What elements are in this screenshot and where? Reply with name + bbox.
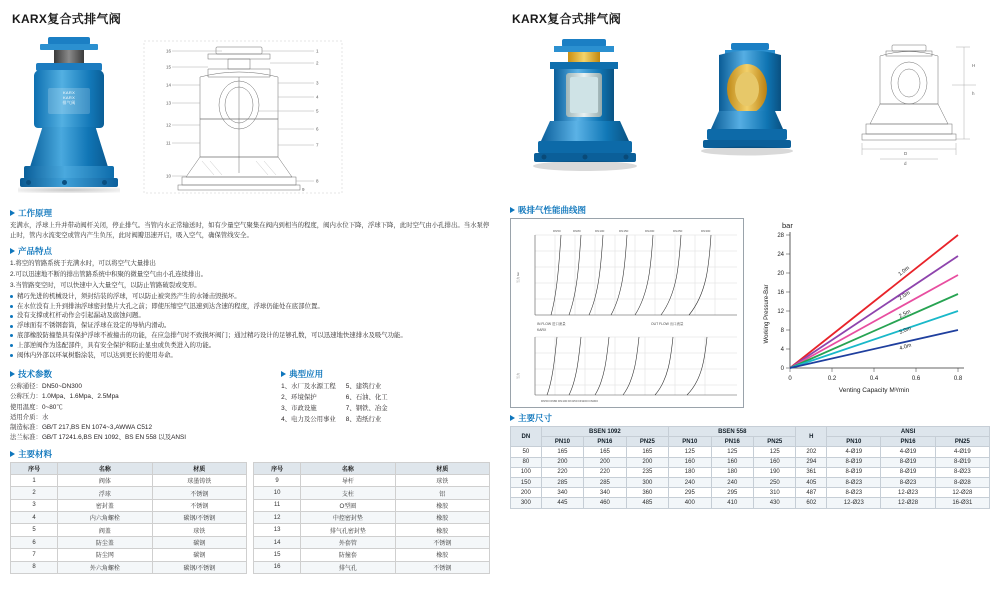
cell: 8-Ø19 (827, 457, 881, 467)
svg-text:7: 7 (316, 142, 319, 148)
application-item: 5、建筑行业 (345, 383, 382, 391)
cell: 50 (511, 447, 542, 457)
cell: 8-Ø23 (935, 467, 989, 477)
cell: 125 (711, 447, 753, 457)
svg-text:16: 16 (166, 48, 172, 54)
cell: 180 (669, 467, 711, 477)
svg-text:3.0m: 3.0m (898, 325, 913, 336)
cell: 橡胶 (395, 524, 489, 536)
svg-text:0.2: 0.2 (827, 376, 837, 382)
cell: 8-Ø28 (935, 477, 989, 487)
cell: 橡胶 (395, 549, 489, 561)
cell: 10 (254, 487, 301, 499)
sub-header: PN10 (827, 437, 881, 447)
table-row (254, 561, 490, 573)
application-item: 4、电力及公用事业 (281, 415, 336, 423)
cell: 240 (669, 477, 711, 487)
svg-text:0.4: 0.4 (869, 376, 879, 382)
svg-text:2.0m: 2.0m (897, 290, 912, 302)
triangle-icon (281, 371, 286, 377)
cell: 支柱 (301, 487, 395, 499)
sub-header: PN25 (754, 437, 796, 447)
cell: 中控密封垫 (301, 512, 395, 524)
cell: 球铁 (395, 474, 489, 486)
cell: 碳钢/不锈钢 (152, 512, 246, 524)
col-header-dn: DN (511, 427, 542, 447)
params-list (10, 382, 271, 444)
table-row (11, 549, 247, 561)
param-line: 公称通径：DN50~DN300 (10, 383, 82, 391)
cell: 5 (11, 524, 58, 536)
section-label: 技术参数 (18, 369, 53, 380)
table-row (254, 474, 490, 486)
cell: 橡胶 (395, 512, 489, 524)
svg-text:DN100: DN100 (595, 229, 605, 233)
cell: 9 (254, 474, 301, 486)
cell: 不锈钢 (395, 561, 489, 573)
cell: 4-Ø19 (827, 447, 881, 457)
right-column (500, 0, 1000, 592)
cell: 125 (669, 447, 711, 457)
cell: 16-Ø31 (935, 498, 989, 508)
cell: 12-Ø23 (881, 488, 935, 498)
svg-text:9: 9 (302, 187, 305, 192)
cell: 1 (11, 474, 58, 486)
triangle-icon (510, 415, 515, 421)
cell: 8-Ø19 (881, 467, 935, 477)
svg-text:20: 20 (777, 271, 784, 277)
svg-text:8: 8 (316, 178, 319, 184)
cell: 235 (626, 467, 668, 477)
svg-text:4.0m: 4.0m (898, 342, 913, 352)
sub-header: PN25 (626, 437, 668, 447)
cell: 150 (511, 477, 542, 487)
col-header-bsen1092: BSEN 1092 (541, 427, 668, 437)
cell: 220 (541, 467, 583, 477)
cell: 8-Ø19 (881, 457, 935, 467)
section-label: 主要尺寸 (518, 413, 553, 423)
cell: 200 (626, 457, 668, 467)
svg-text:11: 11 (166, 140, 171, 146)
feature-line: 2.可以迅速地不断的排出管路系统中积聚的微量空气由小孔连续排出。 (10, 270, 208, 278)
applications-col-2 (346, 382, 388, 426)
section-params-heading (10, 368, 271, 380)
table-row (11, 499, 247, 511)
svg-text:DN80: DN80 (573, 229, 581, 233)
svg-text:压力 bar: 压力 bar (516, 271, 520, 283)
table-row (11, 474, 247, 486)
cell: 410 (711, 498, 753, 508)
application-item: 3、市政设施 (281, 404, 317, 412)
table-row (11, 536, 247, 548)
cutaway-images (510, 33, 990, 200)
cell: 460 (584, 498, 626, 508)
sub-header: PN16 (711, 437, 753, 447)
section-label: 主要材料 (18, 448, 53, 459)
cell: 导杆 (301, 474, 395, 486)
feature-bullet: 上部逆阀作为选配部件，具有安全保护和防止显虫或负类进入的功能。 (10, 341, 490, 351)
param-line: 法兰标准：GB/T 17241.6,BS EN 1092、BS EN 558 以及ANSI (10, 434, 187, 442)
technical-drawing (136, 33, 351, 203)
cell: 16 (254, 561, 301, 573)
cell: 8 (11, 561, 58, 573)
table-row (11, 561, 247, 573)
cell: 12-Ø23 (827, 498, 881, 508)
cell: 防尘盖 (58, 536, 152, 548)
cell: 8-Ø19 (827, 467, 881, 477)
svg-text:0.8: 0.8 (953, 376, 963, 382)
section-label: 典型应用 (289, 369, 324, 380)
svg-text:2.5m: 2.5m (898, 308, 912, 320)
cell: 602 (796, 498, 827, 508)
cell: 125 (754, 447, 796, 457)
cell: 排气孔 (301, 561, 395, 573)
cell: 14 (254, 536, 301, 548)
cell: 487 (796, 488, 827, 498)
svg-text:1: 1 (316, 48, 319, 54)
svg-text:12: 12 (166, 122, 172, 128)
cell: 外套管 (301, 536, 395, 548)
svg-text:d: d (904, 161, 907, 166)
svg-text:6: 6 (316, 126, 319, 132)
table-row (254, 512, 490, 524)
cell: 12 (254, 512, 301, 524)
dimensions-table (510, 426, 990, 509)
cell: 165 (584, 447, 626, 457)
table-row (511, 467, 990, 477)
cell: 8-Ø23 (881, 477, 935, 487)
col-header: 名称 (58, 462, 152, 474)
principle-text: 充满水，浮球上升并带动阀杆关闭，停止排气。当管内水正常输送时，如有少量空气聚集在阀内到相当的程度，阀内水位下降，浮球下降，此时空气由小孔排出。当水泵停止时，管内水流变空或管内产生负压，此时阀瓣迅速开启，吸入空气，确保管线安全。 (10, 222, 490, 239)
col-header: 名称 (301, 462, 395, 474)
param-line: 公称压力：1.0Mpa、1.6Mpa、2.5Mpa (10, 393, 119, 401)
cell: 485 (626, 498, 668, 508)
cell: 7 (11, 549, 58, 561)
features-bullets (10, 292, 490, 361)
section-label: 工作原理 (18, 208, 53, 218)
svg-text:0.6: 0.6 (911, 376, 921, 382)
table-row (511, 477, 990, 487)
cell: 180 (711, 467, 753, 477)
table-header-row (511, 427, 990, 437)
feature-line: 3.当管路变空时，可以快速中入大量空气，以防止管路破裂或变形。 (10, 281, 201, 289)
triangle-icon (10, 451, 15, 457)
svg-text:D: D (904, 151, 908, 156)
cell: 430 (754, 498, 796, 508)
applications-col-1 (281, 382, 336, 426)
triangle-icon (510, 207, 515, 213)
svg-text:16: 16 (777, 290, 784, 296)
cell: 球墨铸铁 (152, 474, 246, 486)
application-item: 7、钢铁、冶金 (345, 404, 388, 412)
cell: 360 (626, 488, 668, 498)
cell: 400 (669, 498, 711, 508)
cell: 250 (754, 477, 796, 487)
cell: 12-Ø28 (935, 488, 989, 498)
materials-table-left (10, 462, 247, 574)
section-principle-heading (10, 207, 490, 219)
valve-photo: KARX KARX 排气阀 (10, 33, 130, 203)
col-header-ansi: ANSI (827, 427, 990, 437)
cell: 340 (584, 488, 626, 498)
cell: 80 (511, 457, 542, 467)
application-item: 6、石油、化工 (345, 393, 388, 401)
cell: 361 (796, 467, 827, 477)
svg-text:10: 10 (166, 173, 172, 179)
table-row (11, 524, 247, 536)
svg-text:DN50: DN50 (553, 229, 561, 233)
col-header: 材质 (395, 462, 489, 474)
svg-text:2: 2 (316, 60, 319, 66)
cell: 295 (669, 488, 711, 498)
cell: 3 (11, 499, 58, 511)
table-header-row (254, 462, 490, 474)
section-dims-heading (510, 412, 990, 424)
cell: 100 (511, 467, 542, 477)
svg-text:0: 0 (788, 376, 792, 382)
features-numbered (10, 259, 490, 291)
cell: 11 (254, 499, 301, 511)
cutaway-photo-2 (685, 33, 815, 200)
svg-text:H: H (972, 63, 976, 68)
svg-text:15: 15 (166, 64, 172, 70)
sub-header: PN10 (669, 437, 711, 447)
cell: 300 (626, 477, 668, 487)
svg-text:8: 8 (780, 328, 784, 334)
cell: 防尘网 (58, 549, 152, 561)
svg-text:13: 13 (166, 100, 172, 106)
cell: 202 (796, 447, 827, 457)
cell: 橡胶 (395, 499, 489, 511)
cell: 294 (796, 457, 827, 467)
cell: 8-Ø23 (827, 488, 881, 498)
cell: 碳钢 (152, 536, 246, 548)
cell: 不锈钢 (152, 499, 246, 511)
cell: 外六角螺栓 (58, 561, 152, 573)
cell: 铝 (395, 487, 489, 499)
cell: 2 (11, 487, 58, 499)
cell: 排气孔密封垫 (301, 524, 395, 536)
cell: O型圈 (301, 499, 395, 511)
feature-bullet: 没有支撑或杠杆动作会引起漏动及腐蚀问题。 (10, 311, 490, 321)
cell: 285 (584, 477, 626, 487)
feature-bullet: 精巧先进的机械设计，须封结装的浮球，可以防止被突然产生的水锤击毁损坏。 (10, 292, 490, 302)
param-line: 使用温度：0~80℃ (10, 403, 63, 411)
application-item: 2、环境保护 (281, 393, 317, 401)
svg-text:bar: bar (782, 221, 793, 230)
cell: 不锈钢 (395, 536, 489, 548)
cell: 165 (626, 447, 668, 457)
sub-header: PN25 (935, 437, 989, 447)
svg-text:4: 4 (780, 347, 784, 353)
cell: 8-Ø19 (935, 457, 989, 467)
table-subheader-row (511, 437, 990, 447)
cell: 阀体 (58, 474, 152, 486)
table-row (11, 512, 247, 524)
flow-curve-chart (510, 218, 744, 408)
venting-capacity-chart (750, 218, 982, 408)
svg-text:OUT FLOW 出口流量: OUT FLOW 出口流量 (651, 322, 684, 326)
svg-text:Venting Capacity M³/min: Venting Capacity M³/min (838, 387, 910, 394)
table-row (11, 487, 247, 499)
feature-bullet: 浮球面有不锈钢套筒，保证浮球在设定的导轨内滑动。 (10, 321, 490, 331)
application-item: 8、造纸行业 (345, 415, 382, 423)
feature-bullet: 在水位没有上升到排油浮球密封垫片大孔之前；即使压缩空气迅速到达含速的程度，浮球仍能处在底部位置。 (10, 302, 490, 312)
svg-text:5: 5 (316, 108, 319, 114)
section-label: 产品特点 (18, 245, 53, 256)
section-applications-heading (281, 368, 490, 380)
table-header-row (11, 462, 247, 474)
sub-header: PN10 (541, 437, 583, 447)
cell: 220 (584, 467, 626, 477)
materials-tables (10, 462, 490, 574)
feature-line: 1.将空的管路系统于充满水时，可以将空气大量排出 (10, 259, 156, 267)
materials-table-right (253, 462, 490, 574)
table-row (254, 536, 490, 548)
svg-text:4: 4 (316, 94, 319, 100)
table-row (511, 488, 990, 498)
triangle-icon (10, 248, 15, 254)
feature-bullet: 底部橡胶防撞垫具有保护浮球不被撞击的功能，在应急排气时不致损坏阀门；通过精巧设计的足够孔数，可以迅速地快速排水及吸气功能。 (10, 331, 490, 341)
cell: 密封盖 (58, 499, 152, 511)
svg-text:24: 24 (777, 252, 784, 258)
application-item: 1、水厂及水源工程 (281, 383, 336, 391)
cell: 阀盖 (58, 524, 152, 536)
cell: 8-Ø23 (827, 477, 881, 487)
cell: 160 (711, 457, 753, 467)
svg-text:压力: 压力 (516, 372, 520, 379)
svg-text:DN250: DN250 (673, 229, 683, 233)
svg-text:28: 28 (777, 233, 784, 239)
col-header-h: H (796, 427, 827, 447)
svg-text:3: 3 (316, 80, 319, 86)
cell: 4 (11, 512, 58, 524)
table-row (254, 524, 490, 536)
cell: 6 (11, 536, 58, 548)
cell: 防撞套 (301, 549, 395, 561)
svg-text:DN50 DN80 DN100 DN150 DN20: DN50 DN80 DN100 DN150 DN200 DN300 (541, 399, 598, 403)
page-title-right: KARX复合式排气阀 (512, 12, 622, 26)
feature-bullet: 阀体内外部以环氧树脂涂装，可以达到更长的使用寿命。 (10, 351, 490, 361)
cell: 190 (754, 467, 796, 477)
svg-text:h: h (972, 91, 975, 96)
triangle-icon (10, 210, 15, 216)
section-curve-heading (510, 204, 990, 216)
col-header: 材质 (152, 462, 246, 474)
svg-text:DN300: DN300 (701, 229, 711, 233)
cell: 内六角螺栓 (58, 512, 152, 524)
table-row (254, 499, 490, 511)
svg-text:14: 14 (166, 82, 172, 88)
svg-text:DN200: DN200 (645, 229, 655, 233)
table-row (254, 549, 490, 561)
cell: 285 (541, 477, 583, 487)
table-row (254, 487, 490, 499)
cell: 160 (669, 457, 711, 467)
svg-text:Working Pressure-Bar: Working Pressure-Bar (764, 284, 770, 344)
section-features-heading (10, 245, 490, 257)
cell: 340 (541, 488, 583, 498)
cutaway-photo-1 (510, 33, 660, 200)
cell: 165 (541, 447, 583, 457)
cell: 405 (796, 477, 827, 487)
cell: 445 (541, 498, 583, 508)
cell: 310 (754, 488, 796, 498)
svg-text:DN150: DN150 (619, 229, 629, 233)
svg-text:0: 0 (780, 366, 784, 372)
cell: 200 (584, 457, 626, 467)
svg-text:KARX: KARX (537, 328, 547, 332)
page-title-left: KARX复合式排气阀 (12, 12, 122, 26)
left-images (10, 33, 490, 203)
cell: 4-Ø19 (881, 447, 935, 457)
cell: 球铁 (152, 524, 246, 536)
cell: 240 (711, 477, 753, 487)
cell: 200 (541, 457, 583, 467)
sub-header: PN16 (881, 437, 935, 447)
applications-list (281, 382, 490, 426)
svg-text:12: 12 (777, 309, 784, 315)
cell: 13 (254, 524, 301, 536)
cell: 碳钢/不锈钢 (152, 561, 246, 573)
cell: 12-Ø28 (881, 498, 935, 508)
col-header: 序号 (11, 462, 58, 474)
param-line: 制造标准：GB/T 217,BS EN 1074~3,AWWA C512 (10, 424, 153, 432)
cell: 不锈钢 (152, 487, 246, 499)
cell: 160 (754, 457, 796, 467)
section-label: 吸排气性能曲线图 (518, 205, 587, 215)
table-row (511, 498, 990, 508)
triangle-icon (10, 371, 15, 377)
cell: 200 (511, 488, 542, 498)
cell: 4-Ø19 (935, 447, 989, 457)
table-row (511, 447, 990, 457)
table-row (511, 457, 990, 467)
svg-text:IN FLOW 进口流量: IN FLOW 进口流量 (537, 322, 566, 326)
cell: 浮球 (58, 487, 152, 499)
param-line: 适用介质：水 (10, 413, 49, 421)
performance-charts (510, 218, 990, 408)
cell: 15 (254, 549, 301, 561)
cell: 295 (711, 488, 753, 498)
dimension-drawing (840, 33, 990, 200)
col-header-bsen558: BSEN 558 (669, 427, 796, 437)
col-header: 序号 (254, 462, 301, 474)
cell: 300 (511, 498, 542, 508)
cell: 碳钢 (152, 549, 246, 561)
section-materials-heading (10, 448, 490, 460)
sub-header: PN16 (584, 437, 626, 447)
svg-text:1.0m: 1.0m (897, 265, 911, 278)
